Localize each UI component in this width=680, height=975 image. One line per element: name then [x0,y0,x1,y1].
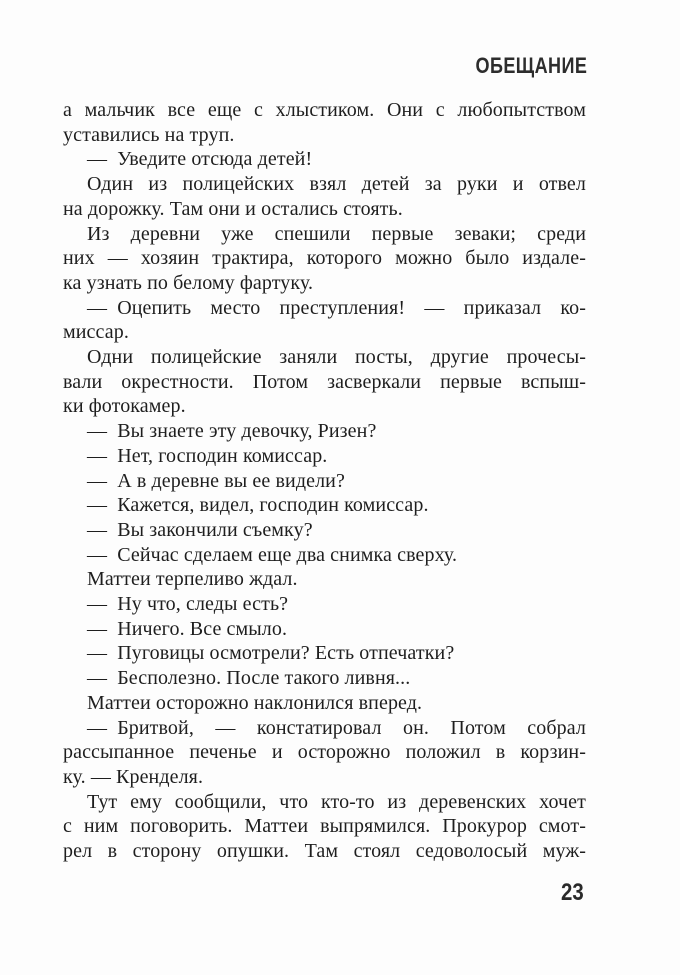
text-line: — Ничего. Все смыло. [87,617,288,640]
text-line: миссар. [63,321,129,344]
text-line: — Кажется, видел, господин комиссар. [87,494,429,517]
text-line: ка узнать по белому фартуку. [63,271,314,294]
text-line: Одни полицейские заняли посты, другие прочесы- [87,346,586,369]
text-line: — А в деревне вы ее видели? [87,469,345,492]
body-text [63,98,586,864]
text-line: — Уведите отсюда детей! [87,148,313,171]
text-line: Один из полицейских взял детей за руки и отвел [87,173,586,196]
text-line: Маттеи осторожно наклонился вперед. [87,691,423,714]
text-line: на дорожку. Там они и остались стоять. [63,197,403,220]
text-line: — Пуговицы осмотрели? Есть отпечатки? [87,642,455,665]
text-line: ки фотокамер. [63,395,186,418]
text-line: с ним поговорить. Маттеи выпрямился. Прокурор смот- [63,815,586,838]
text-line: рел в сторону опушки. Там стоял седоволосый муж- [63,840,586,863]
running-header: ОБЕЩАНИЕ [475,53,587,78]
text-line: Маттеи терпеливо ждал. [87,568,298,591]
page-number: 23 [561,879,584,906]
text-line: ку. — Кренделя. [63,765,204,788]
text-line: — Оцепить место преступления! — приказал ко- [87,296,586,319]
text-line: них — хозяин трактира, которого можно было издале- [63,247,586,270]
text-line: — Ну что, следы есть? [87,593,289,616]
text-line: — Нет, господин комиссар. [87,444,328,467]
text-line: — Бесполезно. После такого ливня... [87,667,411,690]
text-line: Из деревни уже спешили первые зеваки; среди [87,222,586,245]
text-line: Тут ему сообщили, что кто-то из деревенских хочет [87,790,586,813]
text-line: рассыпанное печенье и осторожно положил в корзин- [63,741,586,764]
text-line: — Бритвой, — констатировал он. Потом собрал [87,716,586,739]
text-line: — Сейчас сделаем еще два снимка сверху. [87,543,458,566]
text-line: вали окрестности. Потом засверкали первые вспыш- [63,370,586,393]
text-line: уставились на труп. [63,123,235,146]
text-line: а мальчик все еще с хлыстиком. Они с любопытством [63,99,586,121]
text-line: — Вы знаете эту девочку, Ризен? [87,420,377,443]
text-line: — Вы закончили съемку? [87,518,313,541]
